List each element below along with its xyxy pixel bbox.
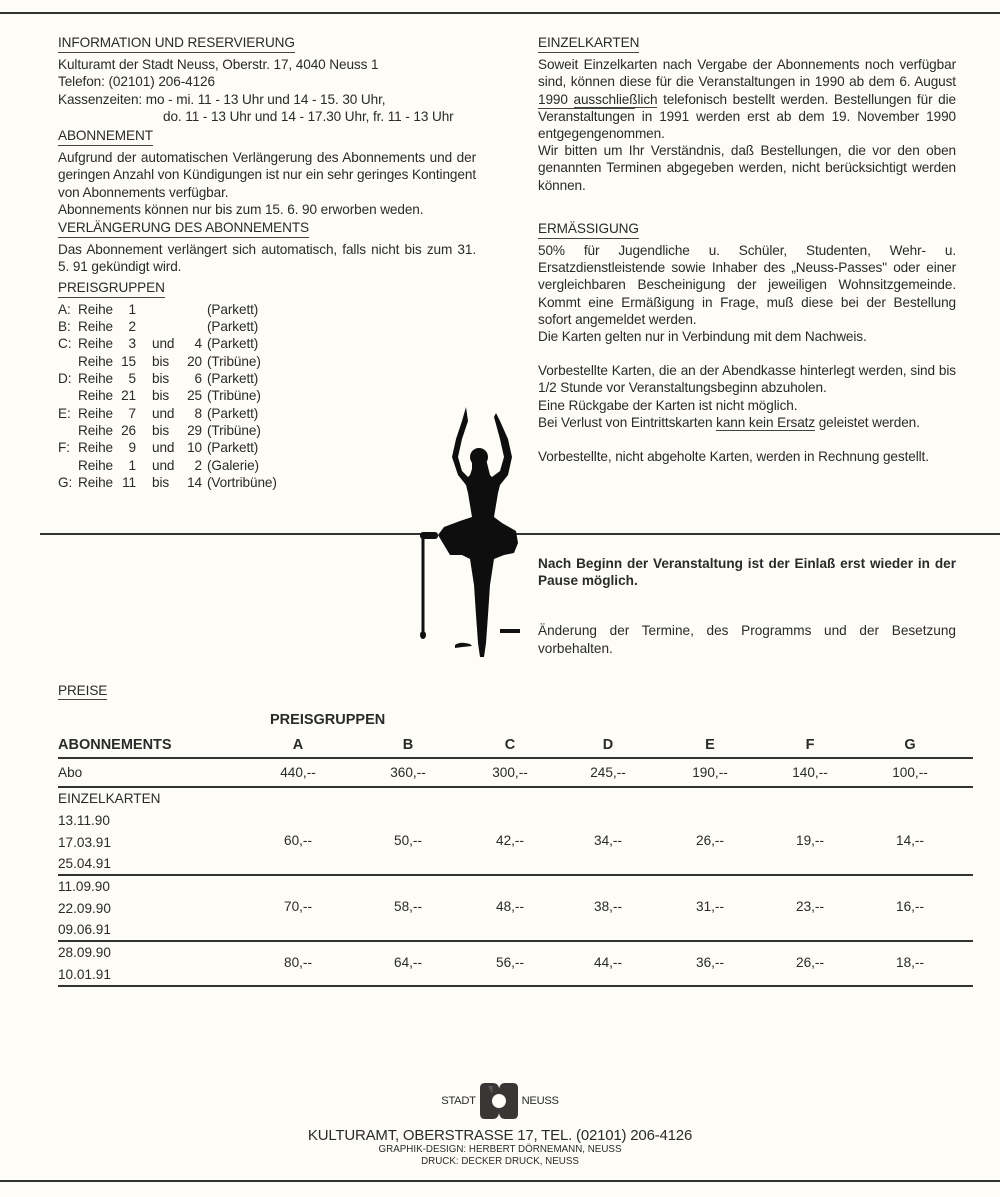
single-ticket-price: 31,-- [696, 899, 724, 915]
preisgruppe-row [58, 335, 277, 352]
single-ticket-price: 23,-- [796, 899, 824, 915]
footer-address: KULTURAMT, OBERSTRASSE 17, TEL. (02101) 206-4126 [307, 1127, 693, 1144]
row-label: Reihe [78, 336, 114, 352]
single-ticket-price: 36,-- [696, 954, 724, 970]
abonnement-text: Aufgrund der automatischen Verlängerung des Abonnements und der geringen Anzahl von Kündigungen ist nur ein sehr geringes Kontingent von Abonnements verfügbar. [58, 150, 476, 200]
single-ticket-price: 48,-- [496, 899, 524, 915]
group-letter: A: [58, 301, 71, 317]
row-from: 1 [128, 457, 136, 473]
abonnement-section [58, 127, 476, 218]
row-conjunction: bis [152, 474, 170, 490]
row-from: 11 [122, 474, 136, 490]
info-phone: Telefon: (02101) 206-4126 [58, 74, 215, 90]
performance-dates [58, 810, 111, 875]
info-hours-cont: do. 11 - 13 Uhr und 14 - 17.30 Uhr, fr. 11 - 13 Uhr [163, 108, 454, 124]
abholung-loss [538, 414, 956, 431]
abo-row [58, 765, 973, 785]
performance-dates [58, 876, 111, 941]
seating-area: (Parkett) [207, 440, 259, 456]
group-letter [58, 353, 78, 370]
price-table-header [58, 735, 973, 757]
performance-dates [58, 942, 111, 985]
late-entry-notice: Nach Beginn der Veranstaltung ist der Einlaß erst wieder in der Pause möglich. [538, 556, 956, 589]
top-rule [0, 12, 1000, 14]
bottom-rule [0, 1180, 1000, 1182]
row-label: Reihe [78, 319, 114, 335]
group-letter: E: [58, 405, 71, 421]
row-from: 3 [128, 336, 136, 352]
row-from: 26 [121, 422, 136, 438]
single-ticket-price: 64,-- [394, 954, 422, 970]
abo-price: 300,-- [492, 765, 528, 780]
price-group-column-header: C [504, 737, 516, 753]
seating-area: (Parkett) [207, 336, 259, 352]
seating-area: (Parkett) [207, 371, 259, 387]
seating-area: (Tribüne) [207, 353, 261, 369]
row-label: Reihe [78, 457, 114, 473]
row-to: 20 [187, 353, 202, 369]
row-rule [58, 985, 973, 987]
preisgruppe-row [58, 457, 277, 474]
row-conjunction: und [152, 336, 175, 352]
seating-area: (Tribüne) [207, 388, 261, 404]
row-to: 14 [187, 474, 202, 490]
group-letter [58, 387, 78, 404]
city-logo [0, 1082, 1000, 1120]
seating-area: (Galerie) [207, 457, 259, 473]
middle-rule-right [505, 533, 1000, 535]
single-ticket-price: 16,-- [896, 899, 924, 915]
row-label: Reihe [78, 474, 114, 490]
seating-area: (Parkett) [207, 405, 259, 421]
changes-reserved-notice: Änderung der Termine, des Programms und der Besetzung vorbehalten. [538, 623, 956, 656]
performance-date: 11.09.90 [58, 879, 110, 894]
single-ticket-price: 14,-- [896, 833, 924, 849]
row-label: Reihe [78, 371, 114, 387]
abo-label: Abo [58, 765, 83, 780]
single-ticket-price: 38,-- [594, 899, 622, 915]
row-label: Reihe [78, 353, 114, 369]
price-group-column-header: A [292, 737, 304, 753]
logo-text-stadt: STADT [441, 1095, 476, 1107]
single-ticket-price: 26,-- [796, 954, 824, 970]
neuss-logo-icon [479, 1082, 519, 1120]
single-ticket-price: 44,-- [594, 954, 622, 970]
abholung-no-return: Eine Rückgabe der Karten ist nicht möglich. [538, 397, 798, 413]
row-to [178, 318, 202, 335]
info-section [58, 34, 476, 125]
ermaessigung-section [538, 220, 956, 345]
row-conjunction: bis [152, 422, 170, 438]
single-ticket-row [58, 810, 973, 874]
performance-date: 10.01.91 [58, 966, 111, 982]
emphasis-exclusively: ausschließlich [573, 91, 658, 107]
single-ticket-price: 50,-- [394, 833, 422, 849]
abholung-loss-part: geleistet werden. [815, 414, 920, 430]
preisgruppe-row [58, 301, 277, 318]
seating-area: (Parkett) [207, 319, 259, 335]
right-column [538, 34, 956, 465]
row-conjunction: bis [152, 388, 170, 404]
abo-price: 360,-- [390, 765, 426, 780]
abo-rule [58, 786, 973, 788]
abo-price: 100,-- [892, 765, 928, 780]
group-letter: D: [58, 371, 72, 387]
single-ticket-price: 60,-- [284, 833, 312, 849]
abonnement-deadline: Abonnements können nur bis zum 15. 6. 90 erworben weden. [58, 201, 424, 217]
row-from: 5 [128, 371, 136, 387]
preisgruppe-row [58, 474, 277, 491]
seating-area: (Parkett) [207, 301, 259, 317]
preisgruppe-row [58, 353, 277, 370]
abo-price: 190,-- [692, 765, 728, 780]
abo-price: 440,-- [280, 765, 316, 780]
verlaengerung-heading: VERLÄNGERUNG DES ABONNEMENTS [58, 219, 309, 238]
single-ticket-row [58, 876, 973, 940]
footer-design-credit: GRAPHIK-DESIGN: HERBERT DÖRNEMANN, NEUSS [378, 1144, 622, 1155]
row-conjunction [136, 318, 178, 335]
group-letter: C: [58, 336, 72, 352]
price-groups-label: PREISGRUPPEN [270, 712, 386, 728]
single-ticket-price: 34,-- [594, 833, 622, 849]
performance-date: 09.06.91 [58, 922, 111, 937]
group-letter: G: [58, 474, 73, 490]
preisgruppen-table [58, 301, 277, 491]
row-from: 15 [121, 353, 136, 369]
row-conjunction: bis [152, 353, 170, 369]
abholung-section [538, 362, 956, 465]
emphasis-no-replacement: kann kein Ersatz [716, 414, 816, 430]
price-group-column-header: E [705, 737, 715, 753]
seating-area: (Vortribüne) [207, 474, 277, 490]
abonnement-heading: ABONNEMENT [58, 127, 153, 146]
row-to: 25 [187, 388, 202, 404]
verlaengerung-section [58, 219, 476, 276]
abholung-loss-part: Bei Verlust von Eintrittskarten [538, 414, 717, 430]
einzelkarten-text-part: telefonisch bestellt werden. Bestellungen für die [657, 91, 956, 107]
row-label: Reihe [78, 388, 114, 404]
row-to: 29 [187, 422, 202, 438]
single-ticket-price: 19,-- [796, 833, 824, 849]
preisgruppe-row [58, 439, 277, 456]
verlaengerung-text: Das Abonnement verlängert sich automatisch, falls nicht bis zum 31. 5. 91 gekündigt wird. [58, 242, 476, 275]
abo-price: 140,-- [792, 765, 828, 780]
row-to: 10 [187, 440, 202, 456]
einzelkarten-text [538, 56, 956, 142]
single-ticket-price: 80,-- [284, 954, 312, 970]
preisgruppe-row [58, 422, 277, 439]
seating-area: (Tribüne) [207, 422, 261, 438]
preise-heading: PREISE [58, 683, 108, 698]
performance-date: 17.03.91 [58, 834, 111, 850]
row-label: Reihe [78, 422, 114, 438]
row-from: 7 [128, 405, 136, 421]
row-conjunction: bis [152, 371, 170, 387]
price-group-column-header: B [402, 737, 414, 753]
performance-date: 28.09.90 [58, 945, 111, 960]
group-letter: F: [58, 440, 70, 456]
abholung-billing: Vorbestellte, nicht abgeholte Karten, werden in Rechnung gestellt. [538, 449, 929, 465]
preisgruppe-row [58, 405, 277, 422]
single-ticket-price: 58,-- [394, 899, 422, 915]
group-letter [58, 422, 78, 439]
ballerina-illustration [400, 395, 540, 665]
middle-rule-left [40, 533, 425, 535]
info-address: Kulturamt der Stadt Neuss, Oberstr. 17, 4040 Neuss 1 [58, 57, 379, 73]
header-rule [58, 757, 973, 759]
row-to: 8 [194, 405, 202, 421]
price-group-column-header: G [904, 737, 916, 753]
group-letter [58, 457, 78, 474]
row-from: 1 [128, 301, 136, 317]
dancer-silhouette [438, 407, 518, 657]
single-ticket-price: 70,-- [284, 899, 312, 915]
preisgruppen-heading: PREISGRUPPEN [58, 279, 165, 298]
row-to: 2 [194, 457, 202, 473]
row-conjunction: und [152, 440, 175, 456]
row-from: 21 [121, 388, 136, 404]
preisgruppe-row [58, 370, 277, 387]
dancer-head [470, 448, 488, 466]
row-conjunction [136, 301, 178, 318]
group-letter: B: [58, 319, 71, 335]
row-label: Reihe [78, 440, 114, 456]
single-ticket-price: 42,-- [496, 833, 524, 849]
einzelkarten-text-part: in 1991 werden erst ab dem 19. November 1990 entgegengenommen. [538, 108, 956, 142]
row-label: Reihe [78, 301, 114, 317]
emphasis-events: Veranstaltungen [538, 108, 635, 124]
logo-text-neuss: NEUSS [521, 1095, 559, 1107]
info-heading: INFORMATION UND RESERVIERUNG [58, 34, 295, 53]
price-group-column-header: D [602, 737, 614, 753]
footer [0, 1082, 1000, 1168]
preisgruppe-row [58, 387, 277, 404]
info-hours: Kassenzeiten: mo - mi. 11 - 13 Uhr und 14 - 15. 30 Uhr, [58, 91, 386, 107]
single-tickets-label: EINZELKARTEN [58, 791, 161, 806]
row-label: Reihe [78, 405, 114, 421]
single-ticket-price: 56,-- [496, 954, 524, 970]
single-ticket-row [58, 942, 973, 985]
performance-date: 13.11.90 [58, 813, 110, 828]
einzelkarten-notice: Wir bitten um Ihr Verständnis, daß Bestellungen, die vor den oben genannten Terminen abgegeben werden, nicht berücksichtigt werden können. [538, 143, 956, 193]
performance-date: 22.09.90 [58, 900, 111, 916]
row-to [178, 301, 202, 318]
ermaessigung-proof: Die Karten gelten nur in Verbindung mit dem Nachweis. [538, 329, 867, 345]
notice-section [538, 555, 956, 657]
einzelkarten-section [538, 34, 956, 194]
price-group-column-header: F [805, 737, 815, 753]
single-ticket-price: 26,-- [696, 833, 724, 849]
row-conjunction: und [152, 405, 175, 421]
ermaessigung-heading: ERMÄSSIGUNG [538, 220, 639, 239]
row-from: 2 [128, 319, 136, 335]
subscriptions-header: ABONNEMENTS [58, 737, 172, 753]
einzelkarten-text-part: Soweit Einzelkarten nach Vergabe der Abonnements noch verfügbar sind, können diese für die Veranstaltungen in 1990 ab dem 6. August 1990 [538, 57, 956, 107]
preisgruppe-row [58, 318, 277, 335]
row-conjunction: und [152, 457, 175, 473]
abo-price: 245,-- [590, 765, 626, 780]
row-to: 6 [194, 371, 202, 387]
einzelkarten-heading: EINZELKARTEN [538, 34, 639, 53]
footer-print-credit: DRUCK: DECKER DRUCK, NEUSS [421, 1156, 579, 1167]
performance-date: 25.04.91 [58, 856, 111, 871]
single-ticket-price: 18,-- [896, 954, 924, 970]
row-from: 9 [128, 440, 136, 456]
row-to: 4 [194, 336, 202, 352]
abholung-text: Vorbestellte Karten, die an der Abendkasse hinterlegt werden, sind bis 1/2 Stunde vor Veranstaltungsbeginn abzuholen. [538, 363, 956, 396]
ermaessigung-text: 50% für Jugendliche u. Schüler, Studenten, Wehr- u. Ersatzdienstleistende sowie Inhaber des „Neuss-Passes" oder einer vergleichbaren Bescheinigung der jeweiligen Wohnsitzgemeinde. Kommt eine Ermäßigung in Frage, muß diese bei der Bestellung sofort angemeldet werden. [538, 243, 956, 327]
